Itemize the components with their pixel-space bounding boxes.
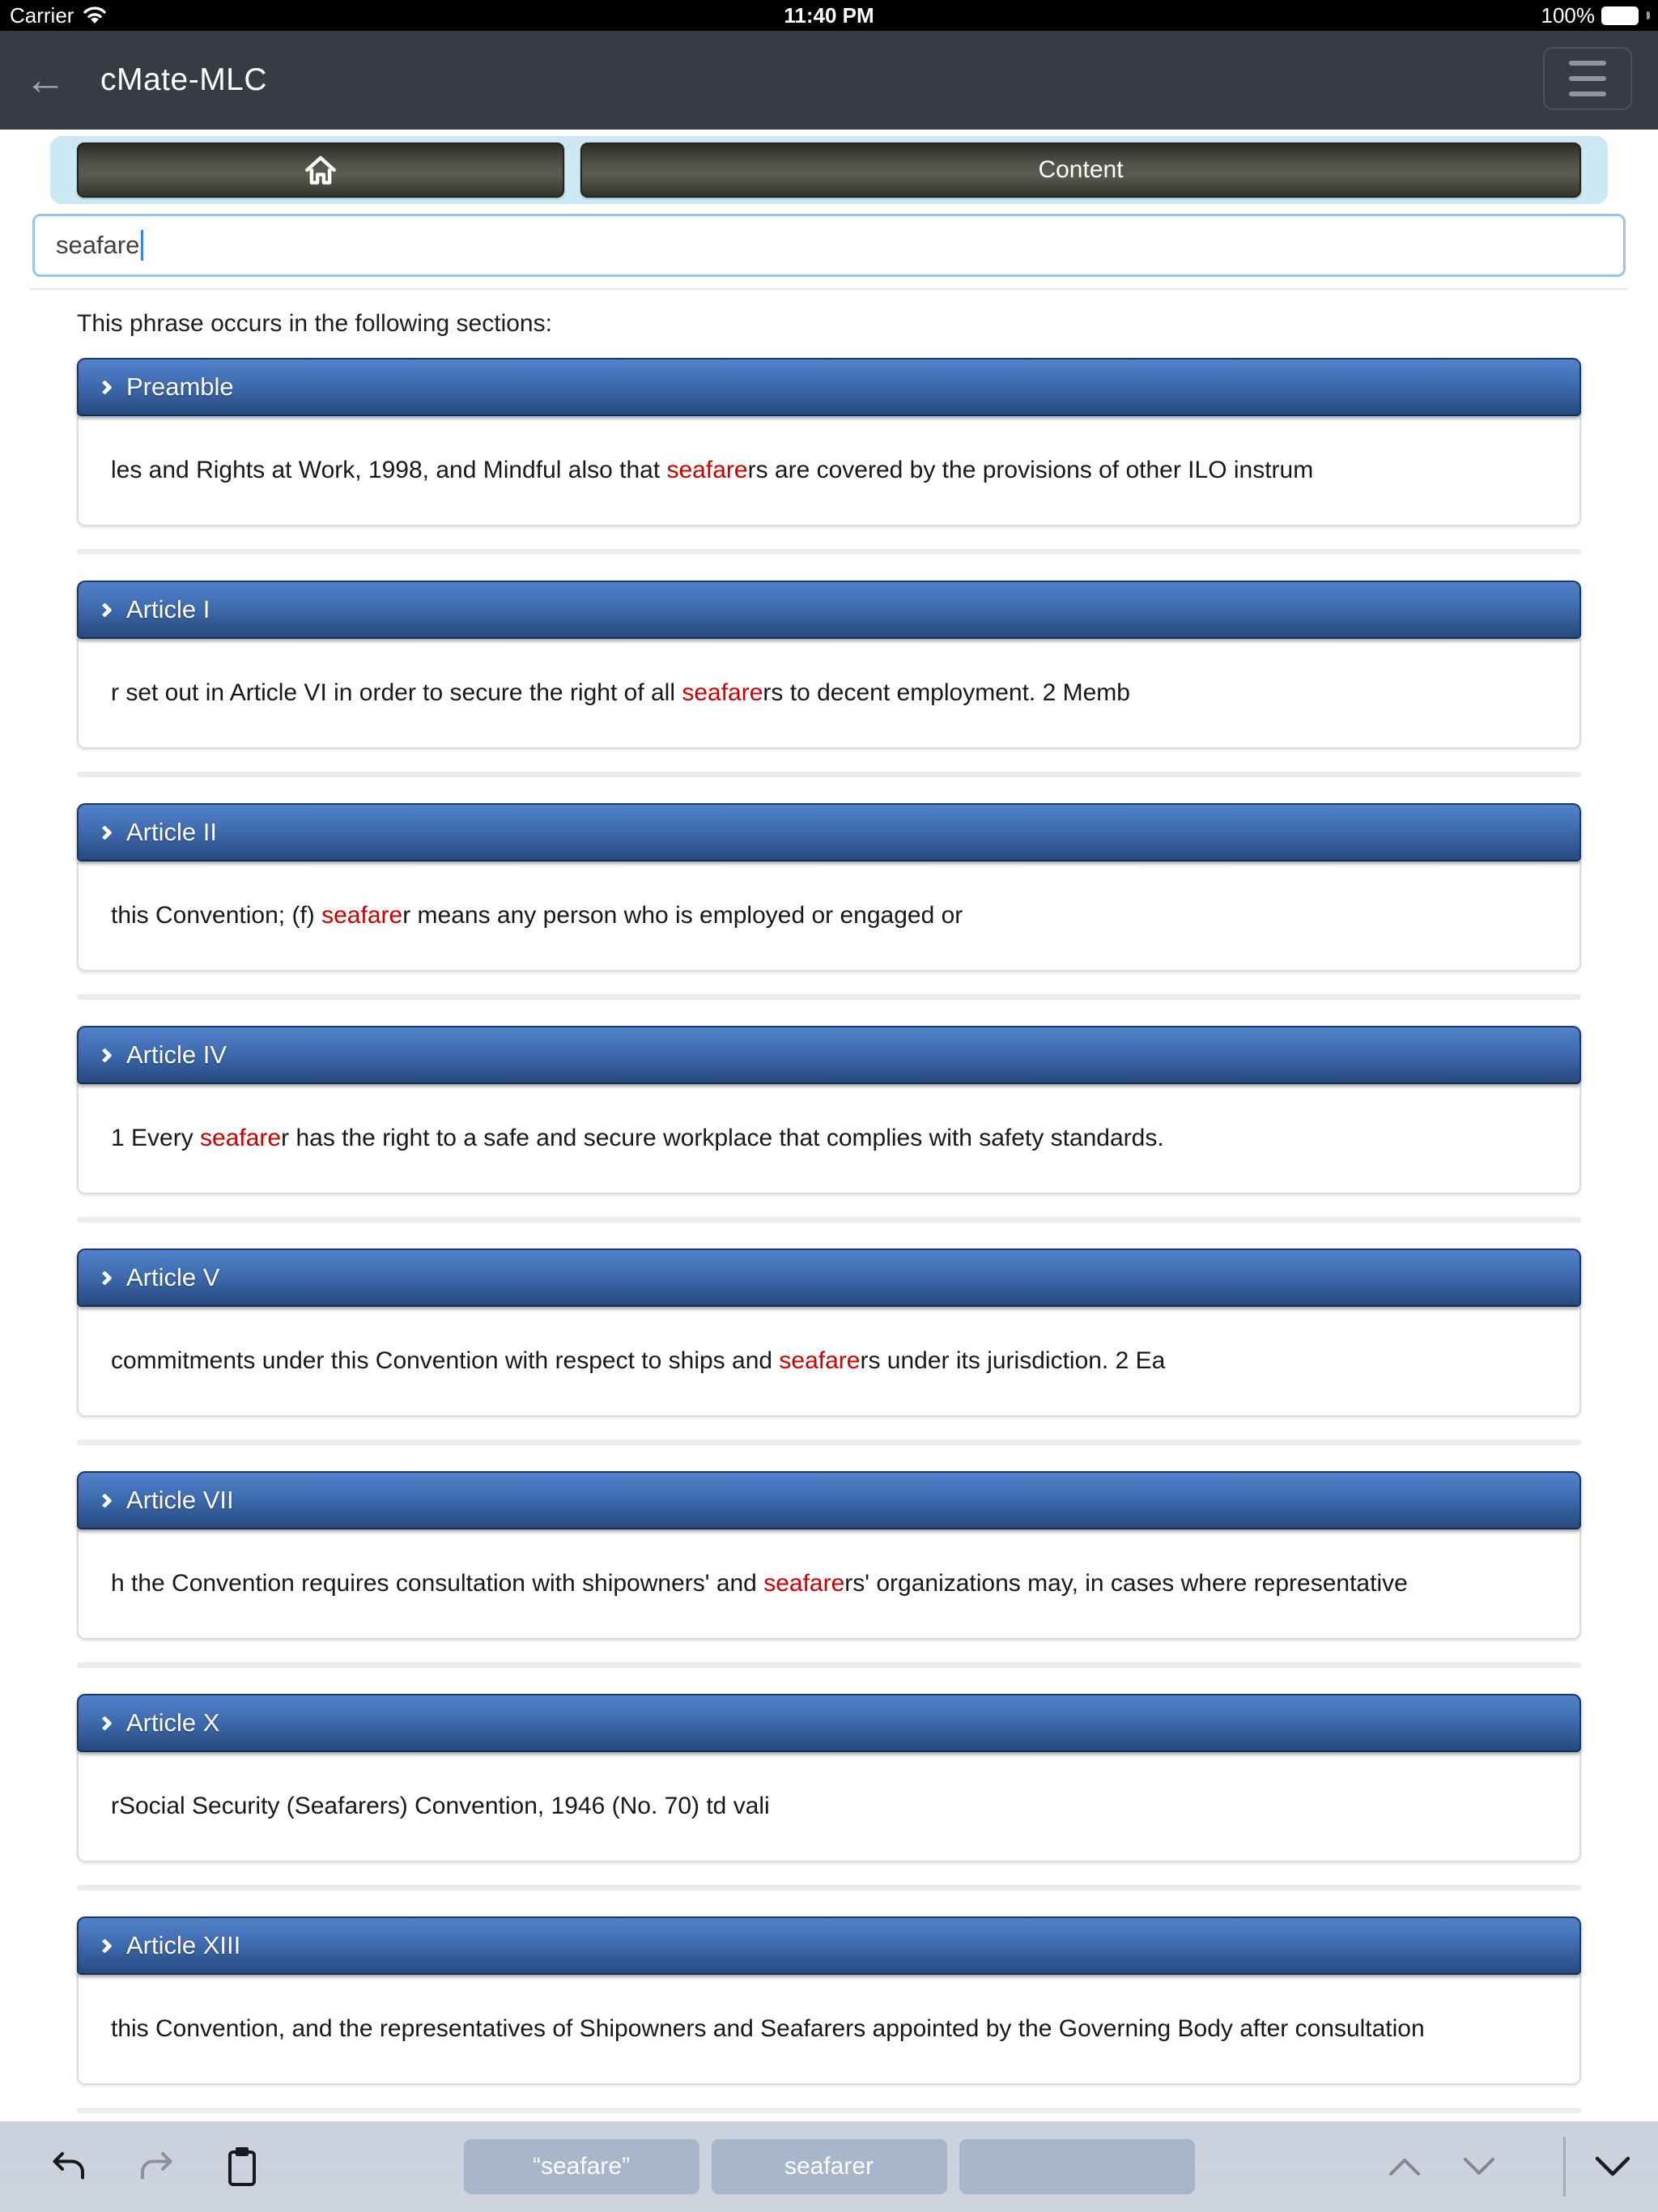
section-snippet[interactable] [77,1084,1581,1194]
search-input[interactable] [32,214,1626,277]
section-header-article-7[interactable] [77,1471,1581,1529]
hamburger-line [1569,61,1606,66]
chevron-right-icon [97,1716,112,1730]
snippet-text: this Convention, and the representatives of Shipowners and Seafarers appointed by the Governing Body after consultation [111,2015,1425,2042]
snippet-match-highlight: seafare [666,457,748,483]
chevron-right-icon [97,602,112,617]
section-header-article-10[interactable] [77,1694,1581,1752]
battery-tip-icon [1647,11,1650,19]
divider [1563,2137,1566,2197]
battery-icon [1601,6,1639,25]
wifi-icon [82,5,108,26]
result-section-article-5 [77,1249,1581,1445]
section-separator [77,549,1581,555]
snippet-text: this Convention; (f) [111,902,322,929]
snippet-text: les and Rights at Work, 1998, and Mindful also that [111,457,667,483]
result-section-preamble [77,358,1581,555]
result-section-article-4 [77,1026,1581,1223]
suggestion-seafarer[interactable] [712,2139,947,2194]
chevron-right-icon [97,380,112,394]
snippet-match-highlight: seafare [763,1570,845,1597]
result-section-article-1 [77,581,1581,777]
hamburger-menu-button[interactable] [1543,47,1632,110]
hamburger-line [1569,76,1606,81]
dismiss-keyboard-button[interactable] [1592,2154,1634,2180]
toolbar [50,136,1608,204]
clock: 11:40 PM [784,2,874,28]
section-separator [77,1217,1581,1223]
divider [31,288,1627,290]
chevron-right-icon [97,1938,112,1953]
section-header-article-13[interactable] [77,1916,1581,1975]
section-title: Article I [126,595,210,623]
results-intro-text: This phrase occurs in the following sections: [77,310,552,337]
home-button[interactable] [77,143,564,198]
chevron-right-icon [97,1270,112,1285]
section-title: Preamble [126,372,234,401]
text-cursor [141,230,143,261]
content-tab-label: Content [1038,156,1124,183]
section-snippet[interactable] [77,1975,1581,2085]
search-input-value: seafare [56,231,140,259]
section-separator [77,994,1581,1000]
nav-bar [0,31,1658,130]
section-separator [77,1885,1581,1891]
section-snippet[interactable] [77,1752,1581,1862]
section-snippet[interactable] [77,1307,1581,1417]
paste-clipboard-button[interactable] [225,2146,259,2188]
undo-button[interactable] [50,2148,87,2185]
home-icon [304,155,337,185]
section-title: Article VII [126,1486,234,1514]
autocomplete-suggestions [464,2139,1195,2194]
snippet-match-highlight: seafare [200,1125,282,1151]
previous-field-button[interactable] [1385,2155,1424,2179]
carrier-label: Carrier [10,2,74,28]
section-title: Article II [126,818,217,846]
snippet-match-highlight: seafare [779,1347,861,1374]
section-title: Article XIII [126,1931,241,1959]
result-section-article-13 [77,1916,1581,2113]
suggestion-empty[interactable] [959,2139,1195,2194]
section-header-preamble[interactable] [77,358,1581,416]
snippet-text: rSocial Security (Seafarers) Convention, 1946 (No. 70) td vali [111,1793,770,1819]
suggestion-label: seafarer [784,2153,874,2180]
section-separator [77,772,1581,777]
snippet-text: rs to decent employment. 2 Memb [763,679,1130,706]
result-section-article-2 [77,803,1581,1000]
snippet-text: r has the right to a safe and secure workplace that complies with safety standards. [281,1125,1164,1151]
status-bar [0,0,1658,31]
keyboard-accessory-bar [0,2121,1658,2212]
section-header-article-2[interactable] [77,803,1581,861]
section-snippet[interactable] [77,1529,1581,1640]
result-section-article-7 [77,1471,1581,1668]
section-snippet[interactable] [77,639,1581,749]
suggestion-quoted[interactable] [464,2139,699,2194]
suggestion-label: “seafare” [532,2153,631,2180]
chevron-right-icon [97,1493,112,1508]
next-field-button[interactable] [1460,2155,1499,2179]
section-title: Article X [126,1708,220,1737]
snippet-text: 1 Every [111,1125,201,1151]
section-header-article-5[interactable] [77,1249,1581,1307]
snippet-match-highlight: seafare [682,679,763,706]
back-button[interactable]: ← [24,57,66,104]
content-tab-button[interactable] [580,143,1581,198]
snippet-text: h the Convention requires consultation with shipowners' and [111,1570,764,1597]
snippet-text: commitments under this Convention with respect to ships and [111,1347,780,1374]
search-results-list [77,358,1581,2113]
section-header-article-1[interactable] [77,581,1581,639]
snippet-match-highlight: seafare [321,902,403,929]
snippet-text: r means any person who is employed or engaged or [402,902,963,929]
section-snippet[interactable] [77,416,1581,526]
snippet-text: r set out in Article VI in order to secure the right of all [111,679,682,706]
chevron-right-icon [97,825,112,840]
section-title: Article IV [126,1040,227,1069]
app-title: cMate-MLC [100,62,268,97]
section-separator [77,2108,1581,2113]
battery-percent-label: 100% [1541,2,1595,28]
snippet-text: rs' organizations may, in cases where representative [844,1570,1408,1597]
redo-button[interactable] [138,2148,175,2185]
section-separator [77,1440,1581,1445]
hamburger-line [1569,91,1606,96]
section-separator [77,1662,1581,1668]
chevron-right-icon [97,1048,112,1062]
result-section-article-10 [77,1694,1581,1891]
snippet-text: rs under its jurisdiction. 2 Ea [860,1347,1166,1374]
section-header-article-4[interactable] [77,1026,1581,1084]
section-title: Article V [126,1263,220,1291]
section-snippet[interactable] [77,861,1581,972]
snippet-text: rs are covered by the provisions of other ILO instrum [747,457,1314,483]
